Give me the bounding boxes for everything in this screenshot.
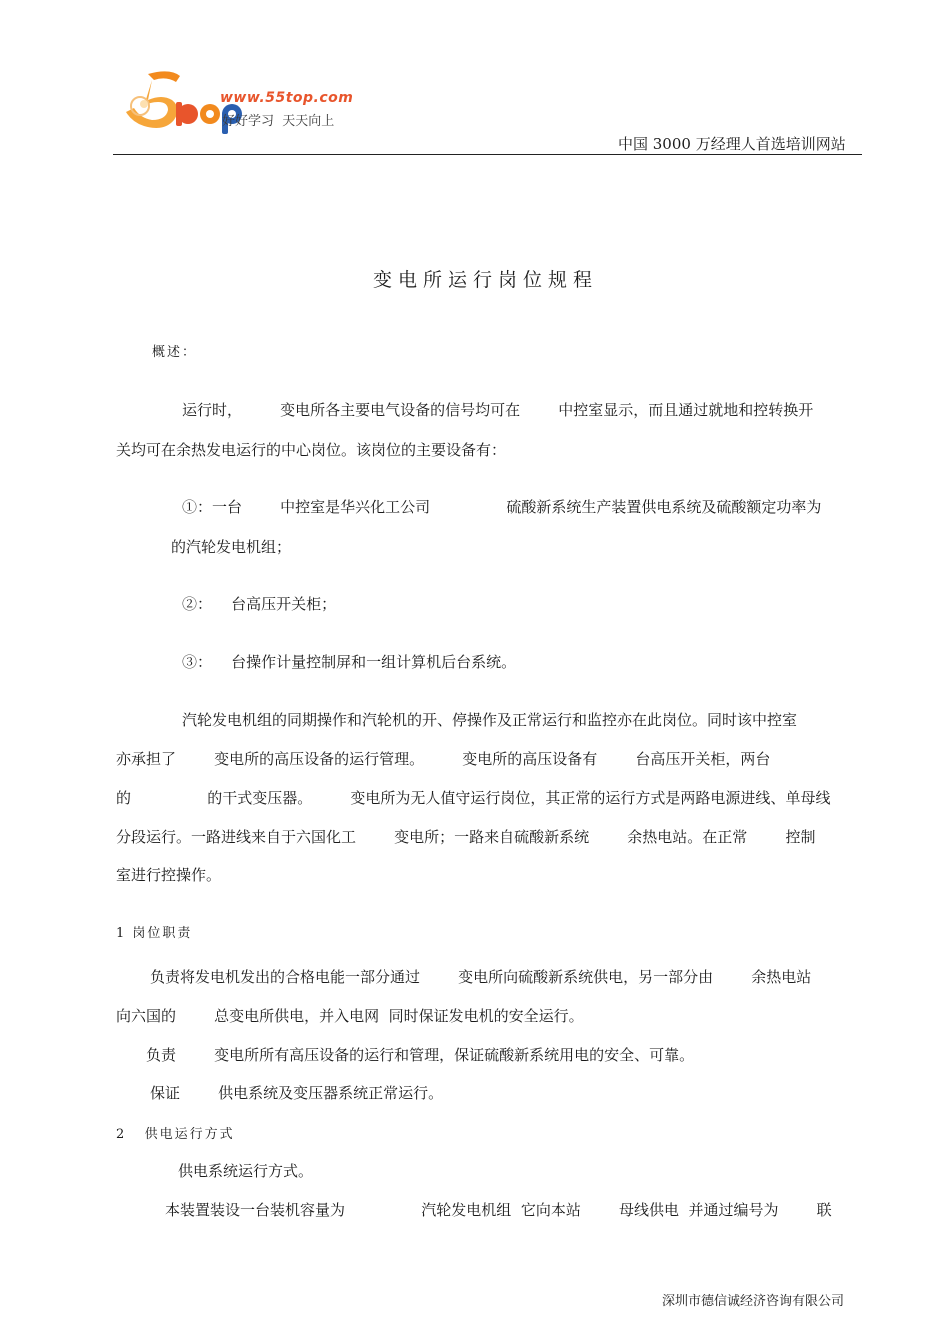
paragraph-line: 亦承担了 变电所的高压设备的运行管理。 变电所的高压设备有 台高压开关柜，两台 <box>116 750 771 768</box>
paragraph-line: 向六国的 总变电所供电，并入电网 同时保证发电机的安全运行。 <box>116 1007 584 1025</box>
paragraph-line: 关均可在余热发电运行的中心岗位。该岗位的主要设备有： <box>116 441 507 459</box>
list-item-line: ②： 台高压开关柜； <box>182 595 337 613</box>
header-tagline: 中国 3000 万经理人首选培训网站 <box>618 135 846 153</box>
section-heading-duties: 1 岗位职责 <box>116 926 193 941</box>
paragraph-line: 供电系统运行方式。 <box>178 1162 314 1180</box>
paragraph-line: 分段运行。一路进线来自于六国化工 变电所；一路来自硫酸新系统 余热电站。在正常 控制 <box>116 828 816 846</box>
paragraph-line: 负责将发电机发出的合格电能一部分通过 变电所向硫酸新系统供电，另一部分由 余热电站 <box>150 968 812 986</box>
section-label-overview: 概述： <box>152 345 198 360</box>
header-divider <box>113 154 862 155</box>
footer-company: 深圳市德信诚经济咨询有限公司 <box>662 1294 845 1309</box>
paragraph-line: 本装置装设一台装机容量为 汽轮发电机组 它向本站 母线供电 并通过编号为 联 <box>165 1201 832 1219</box>
logo-slogan: 好好学习 天天向上 <box>222 114 335 129</box>
page-title: 变电所运行岗位规程 <box>373 269 599 291</box>
paragraph-line: 运行时， 变电所各主要电气设备的信号均可在 中控室显示，而且通过就地和控转换开 <box>182 401 814 419</box>
paragraph-line: 汽轮发电机组的同期操作和汽轮机的开、停操作及正常运行和监控亦在此岗位。同时该中控室 <box>182 711 798 729</box>
paragraph-line: 室进行控操作。 <box>116 866 222 884</box>
paragraph-line: 保证 供电系统及变压器系统正常运行。 <box>150 1084 444 1102</box>
list-item-line: ①：一台 中控室是华兴化工公司 硫酸新系统生产装置供电系统及硫酸额定功率为 <box>182 498 822 516</box>
logo-url: www.55top.com <box>220 90 354 106</box>
section-heading-supply-mode: 2 供电运行方式 <box>116 1127 235 1142</box>
list-item-line: ③： 台操作计量控制屏和一组计算机后台系统。 <box>182 653 517 671</box>
logo <box>118 66 408 138</box>
paragraph-line: 的 的干式变压器。 变电所为无人值守运行岗位，其正常的运行方式是两路电源进线、单母线 <box>116 789 831 807</box>
list-item-line: 的汽轮发电机组； <box>171 538 292 556</box>
paragraph-line: 负责 变电所所有高压设备的运行和管理，保证硫酸新系统用电的安全、可靠。 <box>146 1046 695 1064</box>
